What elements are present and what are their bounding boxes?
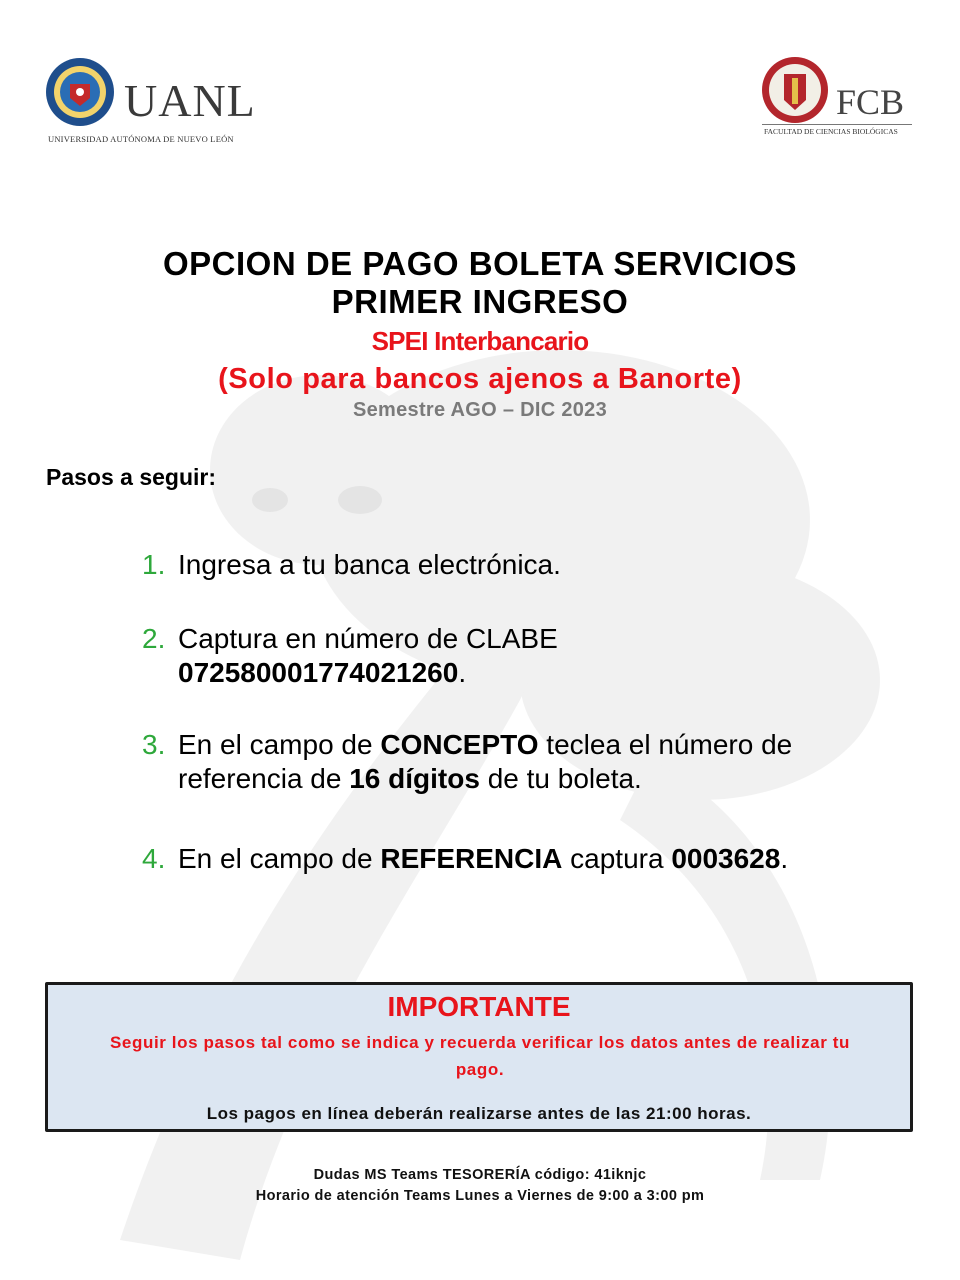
step-number: 4. [142,843,166,874]
step-1 [140,548,920,582]
semester-label: Semestre AGO – DIC 2023 [352,399,608,421]
uanl-logo-subtitle: UNIVERSIDAD AUTÓNOMA DE NUEVO LEÓN [48,134,234,144]
uanl-logo-text: UANL [124,75,256,126]
teams-contact-line: Dudas MS Teams TESORERÍA código: 41iknjc [313,1167,647,1183]
step-3 [140,728,920,796]
page-title-line2: PRIMER INGRESO [331,283,629,320]
fcb-logo-subtitle: FACULTAD DE CIENCIAS BIOLÓGICAS [764,127,898,136]
step-text: En el campo de [178,729,381,760]
page-title-line1: OPCION DE PAGO BOLETA SERVICIOS [162,245,798,282]
step-text-end: . [780,843,789,874]
important-title: IMPORTANTE [387,991,571,1022]
steps-list [140,548,920,876]
payment-method-title: SPEI Interbancario [371,326,589,356]
important-notice-box [45,982,913,1132]
step-text: captura [562,843,672,874]
step-number: 1. [142,549,166,580]
clabe-number: 072580001774021260 [178,657,459,688]
uanl-logo [44,56,264,148]
step-number: 2. [142,623,166,654]
fcb-logo-text: FCB [836,82,905,122]
payment-method-note: (Solo para bancos ajenos a Banorte) [218,363,742,395]
step-number: 3. [142,729,166,760]
reference-number: 0003628 [671,843,781,874]
step-text: teclea el número de referencia de [178,729,793,794]
office-hours-line: Horario de atención Teams Lunes a Viernes de 9:00 a 3:00 pm [255,1188,705,1204]
step-text-end: . [458,657,467,688]
step-text: Captura en número de CLABE [178,623,558,654]
step-text: Ingresa a tu banca electrónica. [178,549,561,580]
important-text: Seguir los pasos tal como se indica y recuerda verificar los datos antes de realizar tu pago. [109,1033,851,1079]
fcb-seal-icon [760,54,830,128]
payment-deadline-note: Los pagos en línea deberán realizarse antes de las 21:00 horas. [206,1104,752,1123]
digits-label: 16 dígitos [349,763,480,794]
steps-heading: Pasos a seguir: [46,464,217,490]
uanl-seal-icon [44,56,116,128]
step-text-end: de tu boleta. [479,763,642,794]
step-2 [140,622,920,690]
fcb-logo-divider [762,124,912,125]
step-text: En el campo de [178,843,381,874]
step-4 [140,842,920,876]
concepto-label: CONCEPTO [380,729,539,760]
fcb-logo [760,54,920,144]
referencia-label: REFERENCIA [380,843,563,874]
